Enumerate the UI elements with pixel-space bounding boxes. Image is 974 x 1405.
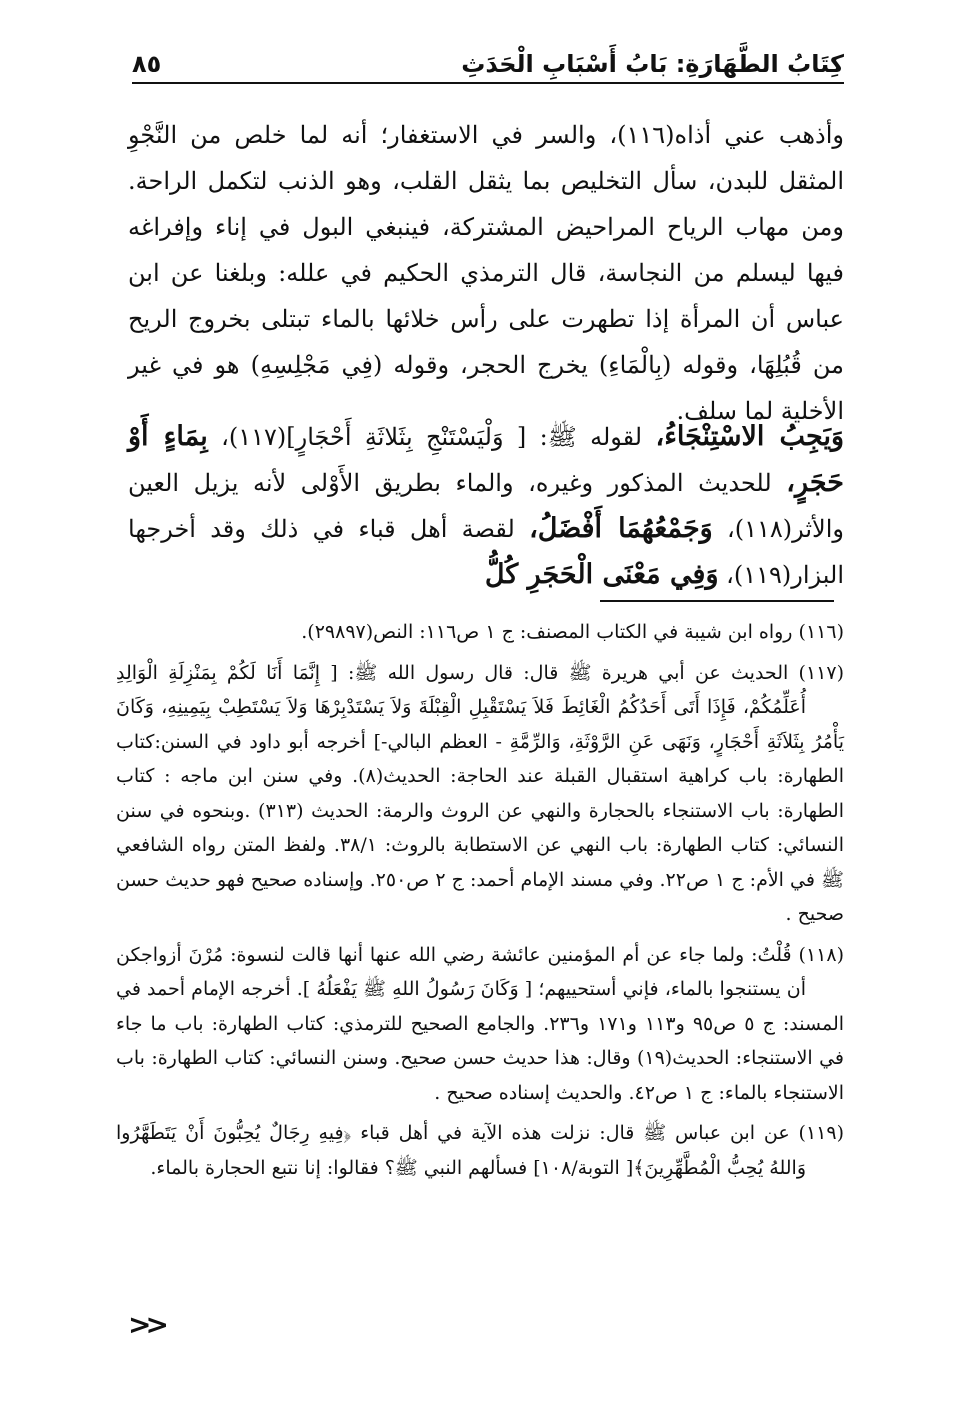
matn-text-2: وَجَمْعُهُمَا أَفْضَلُ، [529, 513, 713, 544]
paragraph-2 [128, 414, 844, 598]
continue-mark: << [128, 1308, 163, 1341]
footnote-text: رواه ابن شيبة في الكتاب المصنف: ج ١ ص١١٦: النص(٢٩٨٩٧). [301, 621, 793, 643]
sharh-text-2: للحديث المذكور وغيره، والماء بطريق الأَوْلى لأنه يزيل العين والأثر(١١٨)، [128, 469, 844, 543]
footnote-text-continued: أن يستنجوا بالماء، فإني أستحييهم؛ [ وَكَانَ رَسُولُ اللهِ ﷺ يَفْعَلُهُ ]. أخرجه الإمام أحمد في المسند: ج ٥ ص٩٥ و١١٣ و١٧١ و٢٣٦. والجامع الصحيح للترمذي: كتاب الطهارة: باب ما جاء في الاستنجاء: الحديث(١٩) وقال: هذا حديث حسن صحيح. وسنن النسائي: كتاب الطهارة: باب الاستنجاء بالماء: ج ١ ص٤٢. والحديث إسناده صحيح . [116, 978, 845, 1104]
chapter-title: كِتَابُ الطَّهَارَةِ: بَابُ أَسْبَابِ الْحَدَثِ [461, 50, 844, 78]
footnotes-section [116, 615, 844, 1185]
footnote-number: (١١٨) [798, 943, 844, 966]
footnote-text: عن ابن عباس ﷺ قال: نزلت هذه الآية في أهل قباء ﴿فِيهِ رِجَالٌ يُحِبُّونَ أَنْ يَتَطَهَّرُوا [116, 1122, 790, 1144]
matn-text-1: بِمَاءٍ أَوْ حَجَرٍ، [128, 421, 844, 498]
sharh-text-3: لقصة أهل قباء في ذلك وقد أخرجها البزار(١١٩)، [128, 515, 844, 589]
footnote-117 [116, 656, 844, 932]
sharh-text-1: لقوله ﷺ: [ وَلْيَسْتَنْجِ بِثَلاثَةِ أَحْجَارٍ](١١٧)، [207, 423, 656, 451]
footnote-number: (١١٧) [798, 661, 844, 684]
footnote-text: قُلْتُ: ولما جاء عن أم المؤمنين عائشة رضي الله عنها أنها قالت لنسوة: مُرْنَ أزواجكن [116, 943, 792, 966]
matn-text-lead: وَيَجِبُ الاسْتِنْجَاءُ، [655, 421, 844, 452]
paragraph-1: وأذهب عني أذاه(١١٦)، والسر في الاستغفار؛ أنه لما خلص من النَّجْوِ المثقل للبدن، سأل التخليص بما يثقل القلب، وهو الذنب لتكمل الراحة. ومن مهاب الرياح المراحيض المشتركة، فينبغي البول في إناء وإفراغه فيها ليسلم من النجاسة، قال الترمذي الحكيم في علله: وبلغنا عن ابن عباس أن المرأة إذا تطهرت على رأس خلائها بالماء تبتلى بخروج الريح من قُبُلِهَا، وقوله (بِالْمَاءِ) يخرج الحجر، وقوله (فِي مَجْلِسِهِ) هو في غير الأخلية لما سلف. [128, 121, 844, 425]
footnote-separator [600, 600, 834, 602]
footnote-119 [116, 1116, 844, 1185]
page-number: ٨٥ [132, 50, 162, 78]
footnote-number: (١١٩) [798, 1122, 845, 1144]
footnote-text-continued: وَاللهُ يُحِبُّ الْمُطَّهِّرِينَ﴾[ التوبة/١٠٨] فسألهم النبي ﷺ؟ فقالوا: إنا نتبع الحجارة بالماء. [150, 1156, 806, 1179]
footnote-text-continued: أُعَلِّمُكُمْ، فَإِذَا أَتَى أَحَدُكُمُ الْغَائِطَ فَلاَ يَسْتَقْبِلِ الْقِبْلَةَ وَلاَ يَسْتَدْبِرْهَا وَلاَ يَسْتَطِبْ بِيَمِينِهِ، وَكَانَ يَأْمُرُ بِثَلاَثَةِ أَحْجَارٍ، وَنَهَى عَنِ الرَّوْثَةِ، وَالرِّمَّةِ - العظم البالي-] أخرجه أبو داود في السنن:كتاب الطهارة: باب كراهية استقبال القبلة عند الحاجة: الحديث(٨). وفي سنن ابن ماجه : كتاب الطهارة: باب الاستنجاء بالحجارة والنهي عن الروث والرمة: الحديث (٣١٣) .وبنحوه في سنن النسائي: كتاب الطهارة: باب النهي عن الاستطابة بالروث: ٣٨/١. ولفظ المتن رواه الشافعي ﷺ في الأم: ج ١ ص٢٢. وفي مسند الإمام أحمد: ج ٢ ص٢٥٠. وإسناده صحيح فهو حديث حسن صحيح . [116, 696, 845, 925]
footnote-number: (١١٦) [798, 621, 844, 643]
running-header [132, 42, 844, 84]
footnote-118 [116, 938, 844, 1111]
footnote-text: الحديث عن أبي هريرة ﷺ قال: قال رسول الله ﷺ: [ إِنَّمَا أَنَا لَكُمْ بِمَنْزِلَةِ الْوَالِدِ [116, 661, 789, 684]
matn-text-3: وَفِي مَعْنَى الْحَجَرِ كُلُّ [484, 559, 719, 590]
footnote-116 [116, 615, 844, 650]
